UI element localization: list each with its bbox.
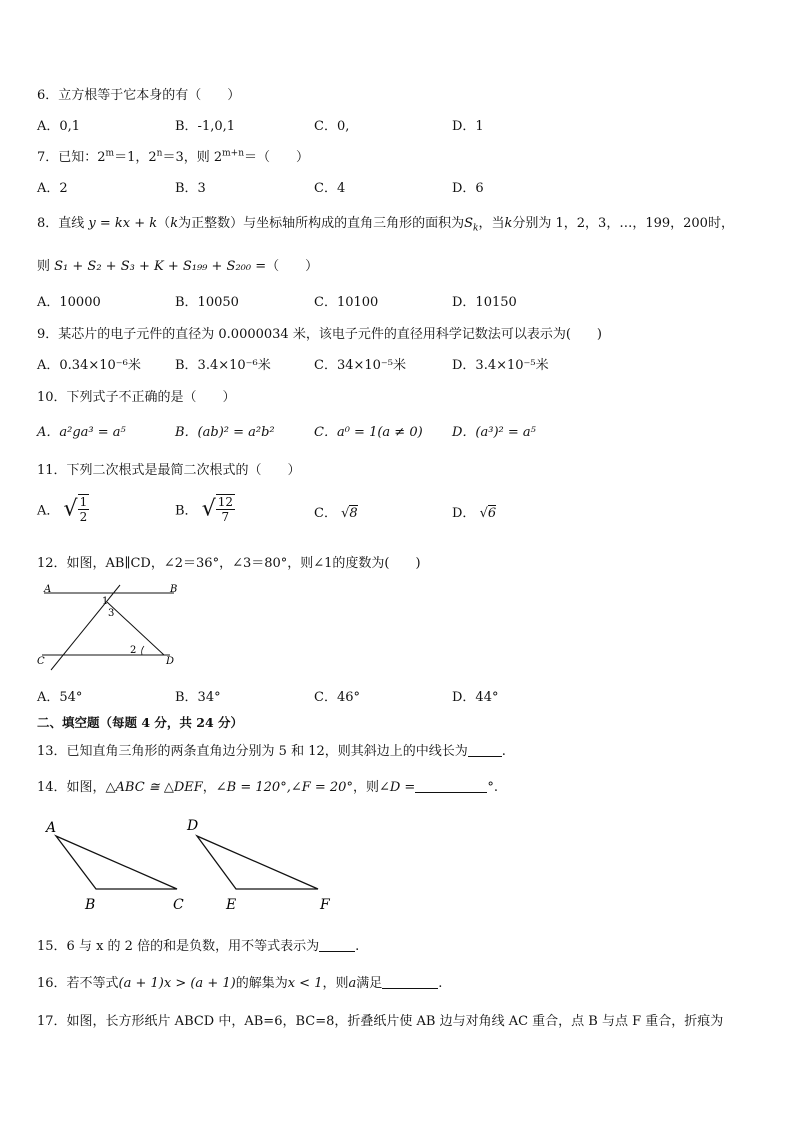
- question-7-stem-part: ＝1，2: [114, 150, 157, 165]
- question-9: [37, 323, 602, 342]
- question-8-stem-part: 分别为 1，2，3，…，199，200时，: [512, 216, 734, 231]
- question-9-options: [37, 354, 737, 374]
- point-b-label: B: [170, 584, 178, 595]
- subscript-k: k: [473, 223, 479, 234]
- question-8-stem-part: 8．直线: [37, 216, 85, 231]
- congruent-triangles-figure: [40, 812, 340, 917]
- option-d: D．(a³)² = a⁵: [452, 425, 536, 440]
- option-a: A．a²ga³ = a⁵: [37, 425, 126, 440]
- option-c: C．10100: [314, 295, 379, 310]
- option-b: B．3.4×10⁻⁶米: [175, 358, 271, 373]
- section-heading: 二、填空题（每题 4 分，共 24 分）: [37, 715, 244, 730]
- solution-set: x < 1: [287, 976, 323, 991]
- variable-k: k: [170, 216, 179, 231]
- vertex-b-label: B: [85, 897, 96, 913]
- numerator: 12: [217, 495, 234, 509]
- question-17-stem: 17．如图，长方形纸片 ABCD 中，AB=6，BC=8，折叠纸片使 AB 边与对角线 AC 重合，点 B 与点 F 重合，折痕为: [37, 1014, 724, 1029]
- radical-sign: √: [63, 496, 78, 522]
- option-d: [452, 502, 496, 521]
- question-8-options: [37, 291, 737, 311]
- option-b: [175, 494, 235, 524]
- parallel-lines-figure: [32, 580, 182, 672]
- denominator: 7: [221, 510, 230, 524]
- option-d: D．6: [452, 181, 484, 196]
- option-b: B．34°: [175, 690, 221, 705]
- option-b: B．-1,0,1: [175, 119, 236, 134]
- question-9-stem: 9．某芯片的电子元件的直径为 0.0000034 米，该电子元件的直径用科学记数法可以表示为( ): [37, 327, 602, 342]
- degree-period: °.: [487, 780, 498, 795]
- point-a-label: A: [44, 584, 52, 595]
- answer-blank: [468, 744, 502, 757]
- period: .: [355, 939, 360, 954]
- question-12-stem: 12．如图，AB∥CD，∠2＝36°，∠3＝80°，则∠1的度数为( ): [37, 556, 421, 571]
- question-13: [37, 740, 506, 759]
- vertex-c-label: C: [173, 897, 184, 913]
- option-label: C．: [314, 506, 337, 521]
- sum-expression: S₁ + S₂ + S₃ + K + S₁₉₉ + S₂₀₀: [54, 259, 252, 274]
- question-8-stem-part: 为正整数）与坐标轴所构成的直角三角形的面积为: [178, 216, 465, 231]
- radical-sign: √: [341, 506, 350, 521]
- vertex-e-label: E: [226, 897, 237, 913]
- sqrt-twelve-sevenths: [202, 494, 235, 524]
- option-c: C．a⁰ = 1(a ≠ 0): [314, 425, 423, 440]
- question-16-stem-part: ，则: [322, 976, 349, 991]
- vertex-a-label: A: [46, 820, 57, 836]
- numerator: 1: [79, 495, 88, 509]
- question-15: [37, 935, 359, 954]
- angle-2-arc: [142, 646, 144, 655]
- option-c: C．34×10⁻⁵米: [314, 358, 406, 373]
- option-a: A．54°: [37, 690, 83, 705]
- option-d: D．1: [452, 119, 484, 134]
- point-d-label: D: [166, 656, 175, 667]
- option-a: A．10000: [37, 295, 101, 310]
- sqrt-half: [64, 494, 90, 524]
- exponent-m: m: [105, 148, 115, 159]
- question-7-options: [37, 177, 737, 197]
- answer-blank: [319, 939, 355, 952]
- angle-d: ∠D =: [378, 780, 416, 795]
- question-8-stem-part: （: [157, 216, 171, 231]
- transversal: [51, 585, 120, 670]
- line-equation: y = kx + k: [88, 216, 158, 231]
- question-6-stem: 6．立方根等于它本身的有（ ）: [37, 88, 241, 103]
- question-11-stem: 11．下列二次根式是最简二次根式的（ ）: [37, 463, 301, 478]
- denominator: 2: [79, 510, 88, 524]
- question-16-stem-part: 16．若不等式: [37, 976, 119, 991]
- period: .: [501, 744, 506, 759]
- option-label: D．: [452, 506, 476, 521]
- question-7: [37, 146, 309, 165]
- variable-s: S: [464, 216, 473, 231]
- question-11-options: [37, 494, 737, 534]
- answer-blank: [415, 780, 487, 793]
- question-8-stem-part: ，当: [478, 216, 505, 231]
- variable-a: a: [348, 976, 357, 991]
- question-8-line-2: [37, 255, 318, 274]
- angle-2-label: 2: [130, 645, 137, 656]
- congruence-statement: △ABC ≅ △DEF: [105, 780, 203, 795]
- question-8-stem-part: 则: [37, 259, 51, 274]
- radical-sign: √: [201, 496, 216, 522]
- question-11: [37, 459, 301, 478]
- option-c: C．4: [314, 181, 346, 196]
- option-a: A．0,1: [37, 119, 81, 134]
- question-10: [37, 386, 236, 405]
- angle-3-label: 3: [108, 608, 115, 619]
- triangle-abc: [56, 836, 177, 889]
- inequality: (a + 1)x > (a + 1): [118, 976, 236, 991]
- question-14-stem-part: ，则: [352, 780, 379, 795]
- question-8-line-1: [37, 212, 734, 234]
- option-d: D．10150: [452, 295, 517, 310]
- question-17: [37, 1010, 723, 1029]
- question-8-stem-part: =（ ）: [255, 259, 319, 274]
- question-16-stem-part: 满足: [356, 976, 383, 991]
- option-c: C．46°: [314, 690, 360, 705]
- question-14-stem-part: ，: [202, 780, 216, 795]
- vertex-d-label: D: [187, 818, 199, 834]
- variable-k: k: [504, 216, 513, 231]
- question-7-stem-part: ＝（ ）: [244, 150, 310, 165]
- option-a: [37, 494, 89, 524]
- option-a: A．2: [37, 181, 68, 196]
- option-a: A．0.34×10⁻⁶米: [37, 358, 141, 373]
- radicand: 8: [349, 506, 358, 521]
- triangle-def: [197, 836, 318, 889]
- question-16: [37, 972, 442, 991]
- period: .: [438, 976, 443, 991]
- option-b: B．10050: [175, 295, 239, 310]
- option-c: C．0,: [314, 119, 350, 134]
- option-d: D．44°: [452, 690, 499, 705]
- question-10-options: [37, 421, 737, 441]
- exponent-n: n: [156, 148, 163, 159]
- question-7-stem-part: 7．已知：2: [37, 150, 106, 165]
- option-c: [314, 502, 358, 521]
- radical-sign: √: [479, 506, 488, 521]
- option-d: D．3.4×10⁻⁵米: [452, 358, 549, 373]
- point-c-label: C: [37, 656, 45, 667]
- option-b: B．3: [175, 181, 206, 196]
- question-16-stem-part: 的解集为: [235, 976, 288, 991]
- question-14-stem-part: 14．如图，: [37, 780, 106, 795]
- given-angles: ∠B = 120°,∠F = 20°: [215, 780, 353, 795]
- question-7-stem-part: ＝3，则 2: [162, 150, 223, 165]
- question-10-stem: 10．下列式子不正确的是（ ）: [37, 390, 236, 405]
- question-15-stem: 15．6 与 x 的 2 倍的和是负数，用不等式表示为: [37, 939, 320, 954]
- option-b: B．(ab)² = a²b²: [175, 425, 275, 440]
- option-label: A．: [37, 503, 60, 519]
- question-12: [37, 552, 421, 571]
- question-6-options: [37, 115, 737, 135]
- angle-1-label: 1: [102, 596, 109, 607]
- vertex-f-label: F: [320, 897, 330, 913]
- question-14: [37, 776, 498, 795]
- answer-blank: [382, 976, 438, 989]
- exponent-m-plus-n: m+n: [222, 148, 244, 159]
- option-label: B．: [175, 503, 198, 519]
- question-13-stem: 13．已知直角三角形的两条直角边分别为 5 和 12，则其斜边上的中线长为: [37, 744, 468, 759]
- question-6: [37, 84, 240, 103]
- question-12-options: [37, 686, 737, 706]
- radicand: 6: [487, 506, 497, 521]
